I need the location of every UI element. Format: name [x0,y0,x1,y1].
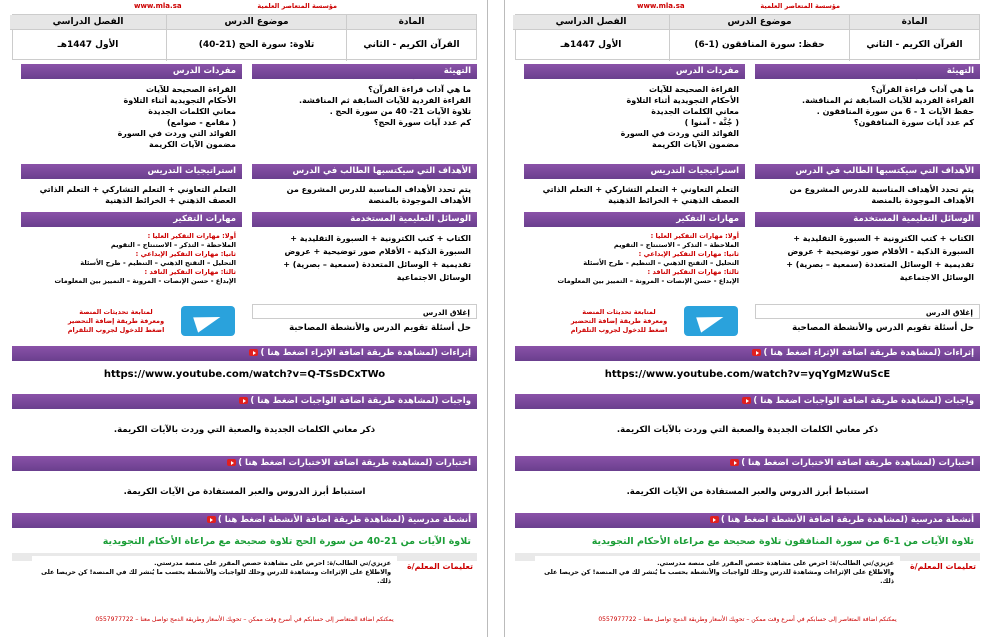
intro-line: كم عدد آيات سورة المنافقون؟ [853,118,974,127]
subject-cell [346,15,476,61]
vocab-line: ( مقامع - صوامع) [166,118,236,127]
topic-cell [669,15,849,61]
subject-label: المادة [347,15,476,30]
vocab-line: ( جُنَّة - آمنوا ) [684,118,739,127]
skills-critical-list: الإبداع - حسن الإنصات - المرونة – التمييز بين المعلومات [557,277,739,285]
intro-line: ما هي آداب قراءة القرآن؟ [871,85,974,94]
strategies-title: استراتيجيات التدريس [524,164,745,179]
lesson-header [12,14,477,60]
youtube-icon[interactable] [752,349,761,356]
teacher-label: تعليمات المعلم/ة [909,562,976,571]
activities-title-text: أنشطة مدرسية (لمشاهدة طريقة اضافة الأنشطة اضغط هنا ) [720,515,974,525]
close-content: حل أسئلة تقويم الدرس والأنشطة المصاحبة [755,320,980,342]
youtube-icon[interactable] [207,516,216,523]
topic-cell [166,15,346,61]
vocab-line: القراءة الصحيحة للآيات [648,85,739,94]
lesson-header [515,14,980,60]
skills-critical-heading: ثالثا: مهارات التفكير الناقد : [144,268,236,276]
media-title: الوسائل التعليمية المستخدمة [755,212,980,227]
skills-critical-list: الإبداع - حسن الإنصات - المرونة – التمييز بين المعلومات [54,277,236,285]
enrich-title-text: إثراءات (لمشاهدة طريقة اضافة الإثراء اضغط هنا ) [763,348,974,358]
topic-label: موضوع الدرس [167,15,346,30]
vocab-line: القراءة الصحيحة للآيات [145,85,236,94]
goals-title: الأهداف التي سيكتسبها الطالب في الدرس [252,164,477,179]
promo-line-1: لمتابعة تحديثات المنصة [582,308,656,316]
strategies-content: التعلم التعاوني + التعلم التشاركي + التعلم الذاتي العصف الذهني + الخرائط الذهنية [524,181,745,211]
term-value: الأول 1447هـ [560,40,622,50]
close-title: إغلاق الدرس [755,304,980,319]
vocab-line: الأحكام التجويدية أثناء التلاوة [626,96,739,105]
term-label: الفصل الدراسي [513,15,669,30]
close-title: إغلاق الدرس [252,304,477,319]
vocab-title: مفردات الدرس [21,64,242,79]
vocab-line: الأحكام التجويدية أثناء التلاوة [123,96,236,105]
sheet-top [2,0,487,13]
media-content: الكتاب + كتب الكترونية + السبورة التقليدية + السبورة الذكية - الأقلام صور توضيحية + عروض تقديمية + الوسائل المتعددة (سمعية – بصرية) + الوسائل الاجتماعية [755,229,980,285]
skills-content [21,229,242,299]
teacher-note [32,556,397,585]
exam-content: استنباط أبرز الدروس والعبر المستفادة من الآيات الكريمة. [12,484,477,504]
vocab-line: الفوائد التي وردت في السورة [117,129,236,138]
youtube-icon[interactable] [710,516,719,523]
lesson-sheet-left [2,0,488,637]
exam-title[interactable] [515,456,980,471]
topic-label: موضوع الدرس [670,15,849,30]
subject-value: القرآن الكريم - الثاني [363,40,460,50]
intro-line: القراءة الفردية للآيات السابقة ثم المناقشة. [802,96,974,105]
strategies-content: التعلم التعاوني + التعلم التشاركي + التعلم الذاتي العصف الذهني + الخرائط الذهنية [21,181,242,211]
vocab-content [21,81,242,161]
promo-line-2: ومعرفة طريقة إضافة التحضير [570,317,668,325]
skills-higher-list: الملاحظة – التذكر – الاستنتاج – التقويم [110,241,236,249]
intro-line: القراءة الفردية للآيات السابقة ثم المناقشة. [299,96,471,105]
institution-name: مؤسسة المتعاصر العلمية [760,2,840,10]
vocab-line: معاني الكلمات الجديدة [148,107,236,116]
teacher-label: تعليمات المعلم/ة [406,562,473,571]
skills-creative-heading: ثانيا: مهارات التفكير الإبداعي : [638,250,739,258]
subject-value: القرآن الكريم - الثاني [866,40,963,50]
telegram-promo[interactable] [560,308,678,335]
promo-line-3: اضغط للدخول لجروب التلقرام [67,326,165,334]
youtube-icon[interactable] [742,397,751,404]
skills-creative-heading: ثانيا: مهارات التفكير الإبداعي : [135,250,236,258]
skills-higher-list: الملاحظة – التذكر – الاستنتاج – التقويم [613,241,739,249]
homework-title[interactable] [12,394,477,409]
homework-content: ذكر معاني الكلمات الجديدة والصعبة التي وردت بالآيات الكريمة. [515,422,980,442]
skills-title: مهارات التفكير [21,212,242,227]
topic-value: حفظ: سورة المنافقون (1-6) [694,40,825,50]
exam-title[interactable] [12,456,477,471]
youtube-icon[interactable] [239,397,248,404]
intro-line: كم عدد آيات سورة الحج؟ [373,118,471,127]
footer-contact: يمكنكم اضافة المتعاصر إلى حسابكم في أسرع وقت ممكن – تحويك الأسعار وطريقة الدمج تواصل معنا – 0557977722 [598,616,897,623]
goals-title: الأهداف التي سيكتسبها الطالب في الدرس [755,164,980,179]
subject-label: المادة [850,15,979,30]
term-cell [513,15,669,61]
vocab-content [524,81,745,161]
strategies-title: استراتيجيات التدريس [21,164,242,179]
homework-content: ذكر معاني الكلمات الجديدة والصعبة التي وردت بالآيات الكريمة. [12,422,477,442]
enrich-link[interactable]: https://www.youtube.com/watch?v=yqYgMzWuScE [515,366,980,386]
footer-contact: يمكنكم اضافة المتعاصر إلى حسابكم في أسرع وقت ممكن – تحويك الأسعار وطريقة الدمج تواصل معنا – 0557977722 [95,616,394,623]
teacher-note [535,556,900,585]
enrich-link[interactable]: https://www.youtube.com/watch?v=Q-TSsDCxTWo [12,366,477,386]
close-content: حل أسئلة تقويم الدرس والأنشطة المصاحبة [252,320,477,342]
teacher-note-line-1: عزيزي/تي الطالب/ة: احرص على مشاهدة حصص المقرر على منصة مدرستي. [154,560,391,567]
telegram-icon[interactable] [684,306,738,336]
site-link[interactable]: www.mla.sa [637,2,685,10]
skills-critical-heading: ثالثا: مهارات التفكير الناقد : [647,268,739,276]
term-value: الأول 1447هـ [57,40,119,50]
intro-content [252,81,477,161]
topic-value: تلاوة: سورة الحج (21-40) [198,40,315,50]
intro-title: التهيئة [252,64,477,79]
teacher-note-line-1: عزيزي/تي الطالب/ة: احرص على مشاهدة حصص المقرر على منصة مدرستي. [657,560,894,567]
vocab-title: مفردات الدرس [524,64,745,79]
promo-line-3: اضغط للدخول لجروب التلقرام [570,326,668,334]
enrich-title[interactable] [515,346,980,361]
enrich-title-text: إثراءات (لمشاهدة طريقة اضافة الإثراء اضغط هنا ) [260,348,471,358]
activities-title[interactable] [515,513,980,528]
skills-higher-heading: أولا: مهارات التفكير العليا : [650,232,739,240]
exam-title-text: اختبارات (لمشاهدة طريقة اضافة الاختبارات اضغط هنا ) [238,458,471,468]
intro-content [755,81,980,161]
site-link[interactable]: www.mla.sa [134,2,182,10]
skills-higher-heading: أولا: مهارات التفكير العليا : [147,232,236,240]
youtube-icon[interactable] [730,459,739,466]
enrich-title[interactable] [12,346,477,361]
term-label: الفصل الدراسي [10,15,166,30]
intro-line: ما هي آداب قراءة القرآن؟ [368,85,471,94]
skills-creative-list: التحليل – التفتح الذهني – التنظيم - طرح الأسئلة [583,259,739,267]
media-title: الوسائل التعليمية المستخدمة [252,212,477,227]
vocab-line: مضمون الآيات الكريمة [149,140,236,149]
skills-creative-list: التحليل – التفتح الذهني – التنظيم - طرح الأسئلة [80,259,236,267]
skills-content [524,229,745,299]
telegram-icon[interactable] [181,306,235,336]
subject-cell [849,15,979,61]
exam-title-text: اختبارات (لمشاهدة طريقة اضافة الاختبارات اضغط هنا ) [741,458,974,468]
homework-title-text: واجبات (لمشاهدة طريقة اضافة الواجبات اضغط هنا ) [250,396,471,406]
youtube-icon[interactable] [227,459,236,466]
vocab-line: معاني الكلمات الجديدة [651,107,739,116]
lesson-sheet-right [504,0,990,637]
activities-content: تلاوة الآيات من 1-6 من سورة المنافقون تلاوة صحيحة مع مراعاة الأحكام التجويدية [515,533,980,551]
exam-content: استنباط أبرز الدروس والعبر المستفادة من الآيات الكريمة. [515,484,980,504]
homework-title[interactable] [515,394,980,409]
homework-title-text: واجبات (لمشاهدة طريقة اضافة الواجبات اضغط هنا ) [753,396,974,406]
promo-line-2: ومعرفة طريقة إضافة التحضير [67,317,165,325]
vocab-line: الفوائد التي وردت في السورة [620,129,739,138]
goals-content: يتم تحدد الأهداف المناسبة للدرس المشروع من الأهداف الموجودة بالمنصة [252,181,477,211]
intro-line: تلاوة الآيات 21- 40 من سورة الحج . [329,107,471,116]
term-cell [10,15,166,61]
institution-name: مؤسسة المتعاصر العلمية [257,2,337,10]
activities-title[interactable] [12,513,477,528]
youtube-icon[interactable] [249,349,258,356]
activities-content: تلاوة الآيات من 21-40 من سورة الحج تلاوة صحيحة مع مراعاة الأحكام التجويدية [12,533,477,551]
teacher-note-line-2: والاطلاع على الإثراءات ومشاهدة للدرس وحلك للواجبات والأنشطة بحسب ما يُنشر لك في المنصة! كن حريصا على ذلك. [544,569,894,585]
activities-title-text: أنشطة مدرسية (لمشاهدة طريقة اضافة الأنشطة اضغط هنا ) [217,515,471,525]
intro-title: التهيئة [755,64,980,79]
telegram-promo[interactable] [57,308,175,335]
promo-line-1: لمتابعة تحديثات المنصة [79,308,153,316]
vocab-line: مضمون الآيات الكريمة [652,140,739,149]
media-content: الكتاب + كتب الكترونية + السبورة التقليدية + السبورة الذكية - الأقلام صور توضيحية + عروض تقديمية + الوسائل المتعددة (سمعية – بصرية) + الوسائل الاجتماعية [252,229,477,285]
sheet-top [505,0,990,13]
intro-line: حفظ الآيات 1 - 6 من سورة المنافقون . [816,107,974,116]
teacher-note-line-2: والاطلاع على الإثراءات ومشاهدة للدرس وحلك للواجبات والأنشطة بحسب ما يُنشر لك في المنصة! كن حريصا على ذلك. [41,569,391,585]
goals-content: يتم تحدد الأهداف المناسبة للدرس المشروع من الأهداف الموجودة بالمنصة [755,181,980,211]
skills-title: مهارات التفكير [524,212,745,227]
